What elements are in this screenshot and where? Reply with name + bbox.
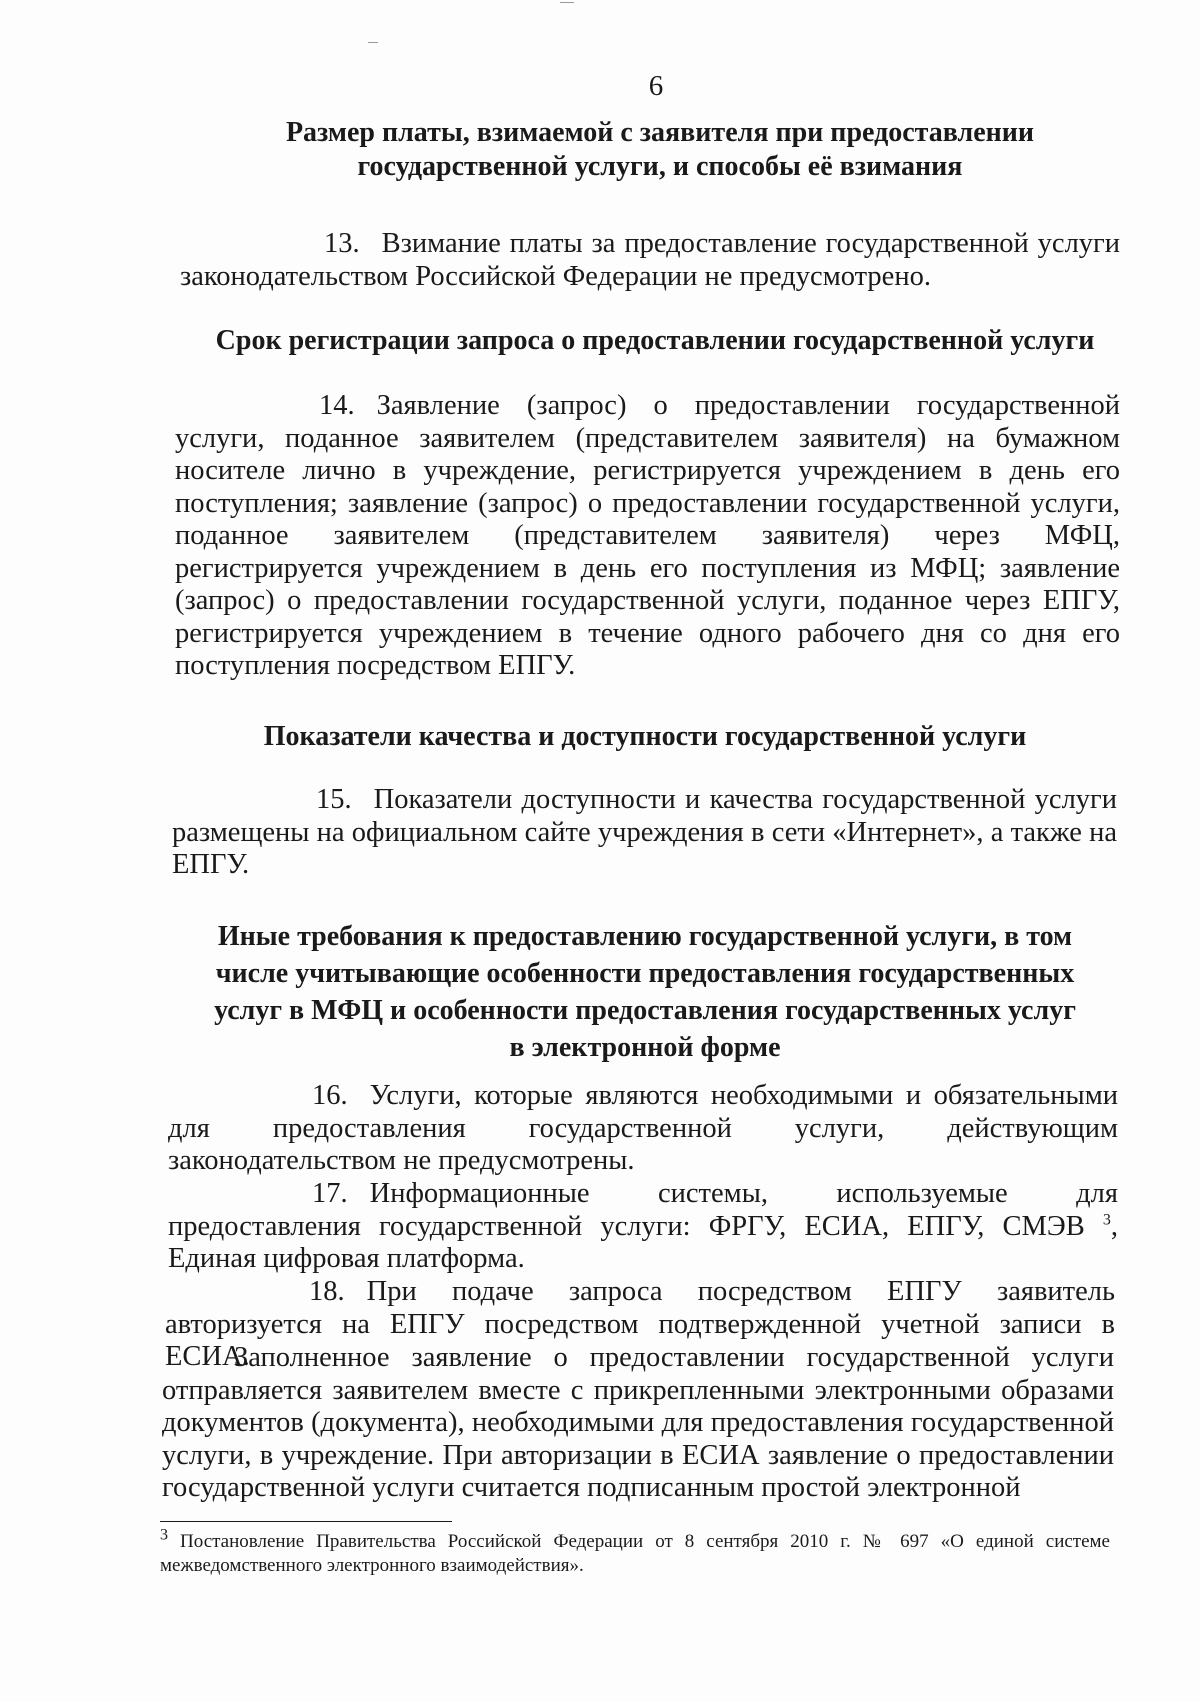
heading-quality-text: Показатели качества и доступности государственной услуги: [263, 721, 1027, 752]
heading-registration-text: Срок регистрации запроса о предоставлении государственной услуги: [215, 325, 1095, 356]
paragraph-13-number: 13.: [324, 228, 360, 259]
paragraph-16-number: 16.: [312, 1080, 348, 1111]
footnote: [160, 1526, 1110, 1578]
scan-artifact-top: [560, 2, 574, 3]
heading-fee-text: Размер платы, взимаемой с заявителя при предоставлении государственной услуги, и способы её взимания: [285, 117, 1035, 182]
heading-other-line-2: числе учитывающие особенности предоставления государственных: [215, 958, 1075, 989]
paragraph-14-text: Заявление (запрос) о предоставлении государственной услуги, поданное заявителем (представителем заявителя) на бумажном носителе лично в учреждение, регистрируется учреждением в день его поступления; заявление (запрос) о предоставлении государственной услуги, поданное заявителем (представителем заявителя) через МФЦ, регистрируется учреждением в день его поступления из МФЦ; заявление (запрос) о предоставлении государственной услуги, поданное через ЕПГУ, регистрируется учреждением в течение одного рабочего дня со дня его поступления посредством ЕПГУ.: [175, 390, 1120, 681]
paragraph-17: [168, 1178, 1118, 1276]
paragraph-15-number: 15.: [316, 784, 352, 815]
heading-other-line-3: услуг в МФЦ и особенности предоставления государственных услуг: [214, 995, 1076, 1026]
paragraph-17-text-after: , Единая цифровая платформа.: [168, 1210, 1118, 1274]
heading-fee: [230, 116, 1090, 184]
paragraph-17-text-before: Информационные системы, используемые для предоставления государственной услуги: ФРГУ, ЕСИА, ЕПГУ, СМЭВ: [168, 1178, 1118, 1242]
paragraph-16: [168, 1080, 1118, 1178]
footnote-marker: 3: [160, 1526, 168, 1544]
footnote-reference: 3: [1102, 1211, 1111, 1228]
scan-artifact-dash: [368, 42, 378, 43]
footnote-separator: [160, 1521, 452, 1522]
footnote-text: Постановление Правительства Российской Федерации от 8 сентября 2010 г. № 697 «О единой системе межведомственного электронного взаимодействия».: [160, 1531, 1110, 1576]
heading-registration: [190, 324, 1120, 358]
heading-other: [170, 918, 1120, 1066]
heading-other-line-1: Иные требования к предоставлению государственной услуги, в том: [217, 921, 1073, 952]
paragraph-14-number: 14.: [319, 390, 355, 421]
paragraph-18-text: При подаче запроса посредством ЕПГУ заявитель авторизуется на ЕПГУ посредством подтвержденной учетной записи в ЕСИА.: [165, 1276, 1115, 1372]
heading-other-line-4: в электронной форме: [509, 1032, 781, 1063]
paragraph-17-number: 17.: [312, 1178, 348, 1209]
paragraph-16-text: Услуги, которые являются необходимыми и обязательными для предоставления государственной услуги, действующим законодательством не предусмотрены.: [168, 1080, 1118, 1176]
paragraph-18-continuation: [162, 1342, 1114, 1505]
heading-quality: [210, 720, 1080, 754]
paragraph-14: [175, 390, 1120, 683]
paragraph-15-text: Показатели доступности и качества государственной услуги размещены на официальном сайте учреждения в сети «Интернет», а также на ЕПГУ.: [172, 784, 1117, 880]
paragraph-15: [172, 784, 1117, 882]
paragraph-13-text: Взимание платы за предоставление государственной услуги законодательством Российской Федерации не предусмотрено.: [180, 228, 1120, 292]
paragraph-18-continuation-text: Заполненное заявление о предоставлении государственной услуги отправляется заявителем вместе с прикрепленными электронными образами документов (документа), необходимыми для предоставления государственной услуги, в учреждение. При авторизации в ЕСИА заявление о предоставлении государственной услуги считается подписанным простой электронной: [162, 1342, 1114, 1503]
paragraph-18-number: 18.: [309, 1276, 345, 1307]
paragraph-13: [180, 228, 1120, 293]
page-number: 6: [648, 70, 664, 102]
